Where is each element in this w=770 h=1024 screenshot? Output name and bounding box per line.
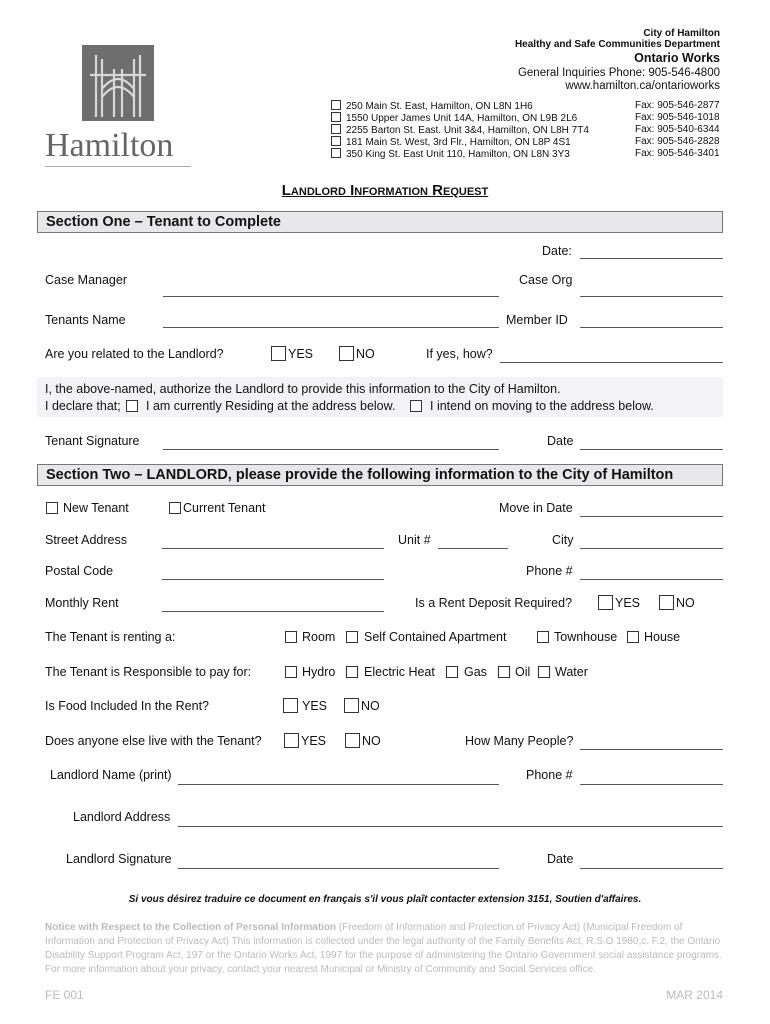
live-no-label: NO [362, 734, 381, 748]
landlord-address-label: Landlord Address [73, 810, 171, 824]
rent-field[interactable] [162, 611, 384, 612]
office-fax: Fax: 905-546-2877 [635, 100, 720, 111]
unit-field[interactable] [438, 548, 508, 549]
landlord-phone-field[interactable] [580, 784, 723, 785]
header-department: Healthy and Safe Communities Department [514, 39, 720, 50]
oil-checkbox[interactable] [498, 666, 510, 678]
office-item: 1550 Upper James Unit 14A, Hamilton, ON L9B 2L6 [331, 112, 577, 124]
new-tenant-checkbox[interactable] [46, 502, 58, 514]
checkbox-icon [331, 148, 341, 158]
logo-text: Hamilton [45, 127, 174, 164]
live-no-checkbox[interactable] [345, 733, 360, 748]
street-field[interactable] [162, 548, 384, 549]
electric-checkbox[interactable] [346, 666, 358, 678]
move-in-label: Move in Date [499, 501, 573, 515]
case-manager-label: Case Manager [45, 273, 127, 287]
street-label: Street Address [45, 533, 127, 547]
city-field[interactable] [580, 548, 723, 549]
moving-checkbox[interactable] [410, 400, 422, 412]
case-org-label: Case Org [519, 273, 573, 287]
live-yes-checkbox[interactable] [284, 733, 299, 748]
current-tenant-checkbox[interactable] [169, 502, 181, 514]
tenants-name-label: Tenants Name [45, 313, 126, 327]
office-fax: Fax: 905-546-3401 [635, 148, 720, 159]
form-date: MAR 2014 [666, 988, 723, 1002]
checkbox-icon [331, 124, 341, 134]
tenant-signature-field[interactable] [163, 449, 499, 450]
landlord-signature-label: Landlord Signature [66, 852, 172, 866]
residing-checkbox[interactable] [126, 400, 138, 412]
privacy-notice [45, 921, 725, 977]
header-program: Ontario Works [634, 51, 720, 65]
office-item: 350 King St. East Unit 110, Hamilton, ON L8N 3Y3 [331, 148, 570, 160]
landlord-name-field[interactable] [178, 784, 499, 785]
related-yes-checkbox[interactable] [271, 346, 286, 361]
live-question: Does anyone else live with the Tenant? [45, 734, 262, 748]
office-fax: Fax: 905-546-1018 [635, 112, 720, 123]
section-two-heading: Section Two – LANDLORD, please provide the following information to the City of Hamilton [37, 464, 723, 486]
related-no-label: NO [356, 347, 375, 361]
checkbox-icon [331, 112, 341, 122]
related-no-checkbox[interactable] [339, 346, 354, 361]
renting-question: The Tenant is renting a: [45, 630, 176, 644]
tenant-signature-label: Tenant Signature [45, 434, 140, 448]
header-website: www.hamilton.ca/ontarioworks [565, 80, 720, 92]
current-tenant-label: Current Tenant [183, 501, 266, 515]
room-label: Room [302, 630, 336, 644]
section-one-heading: Section One – Tenant to Complete [37, 211, 723, 233]
deposit-yes-label: YES [615, 596, 641, 610]
food-yes-label: YES [302, 699, 328, 713]
office-fax: Fax: 905-540-6344 [635, 124, 720, 135]
landlord-signature-field[interactable] [178, 868, 499, 869]
checkbox-icon [331, 136, 341, 146]
case-org-field[interactable] [580, 296, 723, 297]
move-in-field[interactable] [580, 516, 723, 517]
food-yes-checkbox[interactable] [283, 698, 298, 713]
rent-label: Monthly Rent [45, 596, 119, 610]
apartment-label: Self Contained Apartment [364, 630, 507, 644]
office-fax: Fax: 905-546-2828 [635, 136, 720, 147]
tenant-date-field[interactable] [580, 449, 723, 450]
room-checkbox[interactable] [285, 631, 297, 643]
landlord-address-field[interactable] [178, 826, 723, 827]
city-label: City [552, 533, 574, 547]
form-title: Landlord Information Request [281, 182, 489, 199]
landlord-name-label: Landlord Name (print) [50, 768, 172, 782]
landlord-date-field[interactable] [580, 868, 723, 869]
oil-label: Oil [515, 665, 531, 679]
header-phone: General Inquiries Phone: 905-546-4800 [517, 67, 720, 79]
related-question: Are you related to the Landlord? [45, 347, 224, 361]
townhouse-label: Townhouse [554, 630, 618, 644]
office-item: 250 Main St. East, Hamilton, ON L8N 1H6 [331, 100, 533, 112]
deposit-yes-checkbox[interactable] [598, 595, 613, 610]
live-yes-label: YES [301, 734, 327, 748]
house-checkbox[interactable] [627, 631, 639, 643]
member-id-field[interactable] [580, 327, 723, 328]
house-label: House [644, 630, 681, 644]
checkbox-icon [331, 100, 341, 110]
electric-label: Electric Heat [364, 665, 435, 679]
authorize-statement: I, the above-named, authorize the Landlord to provide this information to the City of Hamilton. [45, 382, 561, 396]
french-note: Si vous désirez traduire ce document en français s'il vous plaît contacter extension 3151, Soutien d'affaires. [128, 894, 642, 905]
privacy-notice-text: (Freedom of Information and Protection of Privacy Act) (Municipal Freedom of Information and Protection of Privacy Act) This information is collected under the legal authority of the Family Benefits Act, R.S.O 1980,c. F.2, the Ontario Disability Support Program Act, 197 or the Ontario Works Act, 1997 for the purpose of administering the Ontario Government social assistance programs. For more information about your privacy, contact your nearest Municipal or Ministry of Community and Social Services office. [45, 922, 722, 975]
case-manager-field[interactable] [163, 296, 499, 297]
deposit-no-checkbox[interactable] [659, 595, 674, 610]
gas-checkbox[interactable] [446, 666, 458, 678]
form-id: FE 001 [45, 988, 84, 1002]
date-field[interactable] [580, 258, 723, 259]
postal-field[interactable] [162, 579, 384, 580]
unit-label: Unit # [398, 533, 431, 547]
how-many-label: How Many People? [465, 734, 574, 748]
hydro-label: Hydro [302, 665, 336, 679]
tenant-date-label: Date [547, 434, 574, 448]
hydro-checkbox[interactable] [285, 666, 297, 678]
deposit-question: Is a Rent Deposit Required? [415, 596, 573, 610]
date-label: Date: [542, 244, 572, 258]
gas-label: Gas [464, 665, 487, 679]
how-many-field[interactable] [580, 749, 723, 750]
landlord-phone-label: Phone # [526, 768, 573, 782]
declare-label: I declare that; [45, 399, 121, 413]
food-no-checkbox[interactable] [344, 698, 359, 713]
landlord-date-label: Date [547, 852, 574, 866]
water-label: Water [555, 665, 588, 679]
townhouse-checkbox[interactable] [537, 631, 549, 643]
city-logo [45, 45, 193, 167]
residing-label: I am currently Residing at the address below. [146, 399, 396, 413]
deposit-no-label: NO [676, 596, 695, 610]
postal-label: Postal Code [45, 564, 114, 578]
member-id-label: Member ID [506, 313, 568, 327]
if-yes-label: If yes, how? [426, 347, 493, 361]
food-no-label: NO [361, 699, 380, 713]
office-item: 181 Main St. West, 3rd Flr., Hamilton, ON L8P 4S1 [331, 136, 571, 148]
new-tenant-label: New Tenant [63, 501, 129, 515]
privacy-notice-title: Notice with Respect to the Collection of Personal Information [45, 922, 337, 933]
pay-question: The Tenant is Responsible to pay for: [45, 665, 252, 679]
moving-label: I intend on moving to the address below. [430, 399, 654, 413]
logo-mark [82, 45, 154, 121]
header-city: City of Hamilton [643, 28, 720, 39]
apartment-checkbox[interactable] [346, 631, 358, 643]
food-question: Is Food Included In the Rent? [45, 699, 209, 713]
related-yes-label: YES [288, 347, 314, 361]
if-yes-field[interactable] [500, 362, 723, 363]
phone-field[interactable] [580, 579, 723, 580]
tenants-name-field[interactable] [163, 327, 499, 328]
water-checkbox[interactable] [538, 666, 550, 678]
phone-label: Phone # [526, 564, 573, 578]
office-item: 2255 Barton St. East. Unit 3&4, Hamilton, ON L8H 7T4 [331, 124, 589, 136]
